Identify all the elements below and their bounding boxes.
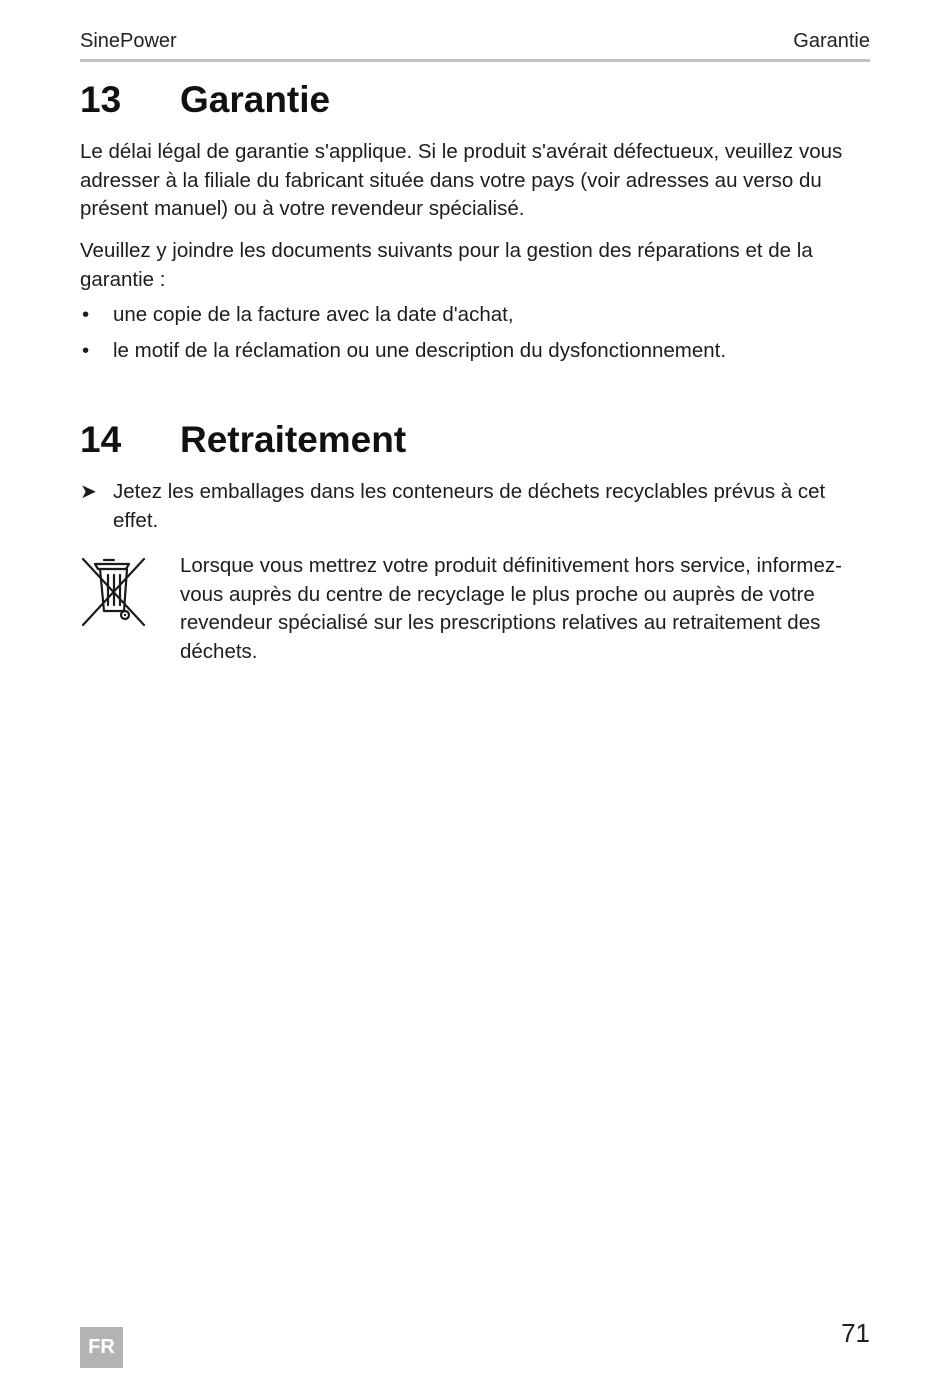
section-13-heading [80,78,870,122]
section-13-title: Garantie [180,79,331,120]
bullet-glyph: • [82,303,90,326]
crossed-out-wheelie-bin-icon [80,555,150,627]
header-product-name: SinePower [80,30,177,52]
section-13-number: 13 [80,79,122,120]
disposal-instruction-text: Jetez les emballages dans les conteneurs de déchets recyclables prévus à cet effet. [113,480,826,532]
section-14-number: 14 [80,419,122,460]
language-badge: FR [80,1327,123,1368]
running-header [80,30,870,62]
bullet-glyph: • [82,338,90,362]
section-14-heading [80,418,870,462]
page-number: 71 [841,1318,870,1348]
warranty-paragraph-2: Veuillez y joindre les documents suivants pour la gestion des réparations et de la garantie : [80,239,813,291]
list-item-text: une copie de la facture avec la date d'achat, [113,303,514,326]
header-section-name: Garantie [793,30,870,52]
list-item [80,301,870,330]
section-14-title: Retraitement [180,419,407,460]
warranty-paragraph-1: Le délai légal de garantie s'applique. Si le produit s'avérait défectueux, veuillez vous adresser à la filiale du fabricant située dans votre pays (voir adresses au verso du présent manuel) ou à votre revendeur spécialisé. [80,140,843,220]
list-item-text: le motif de la réclamation ou une description du dysfonctionnement. [113,338,727,362]
recycling-note: Lorsque vous mettrez votre produit définitivement hors service, informez-vous auprès du centre de recyclage le plus proche ou auprès de votre revendeur spécialisé sur les prescriptions relatives au retraitement des déchets. [180,554,842,663]
arrow-icon: ➤ [80,481,97,503]
required-documents-list [80,301,870,372]
list-item [80,337,870,366]
disposal-instruction [80,478,870,535]
